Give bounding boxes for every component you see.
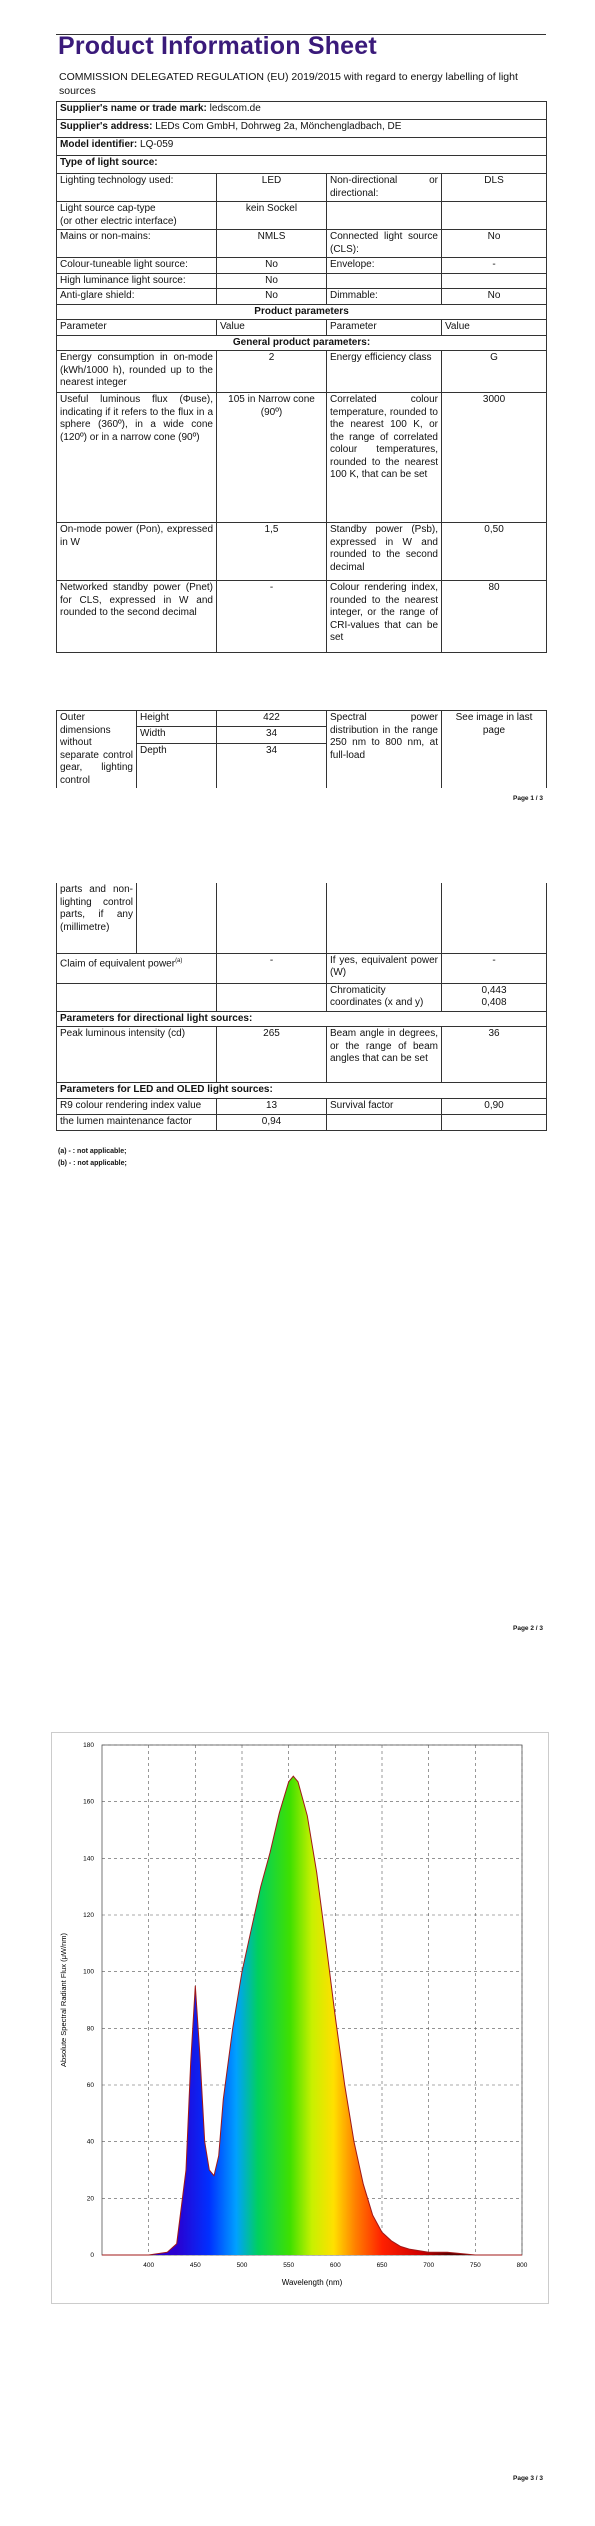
page-2 xyxy=(0,845,595,1690)
cap-value: kein Sockel xyxy=(217,202,327,230)
r9-value: 13 xyxy=(217,1098,327,1114)
spd-value: See image in last page xyxy=(442,711,547,789)
model-value: LQ-059 xyxy=(140,139,174,150)
chroma-x: 0,443 xyxy=(481,984,507,996)
equiv-claim-label: Claim of equivalent power$^{(a)}$ xyxy=(57,953,217,983)
y-tick-label: 180 xyxy=(83,1742,94,1749)
spectrum-chart-frame xyxy=(51,1732,549,2304)
footnote-b: (b) - : not applicable; xyxy=(58,1160,127,1167)
spectrum-fill xyxy=(102,1776,522,2255)
col-value-1: Value xyxy=(217,320,327,336)
tech-label: Lighting technology used: xyxy=(57,174,217,202)
dimmable-value: No xyxy=(442,289,547,305)
chroma-label: Chromaticity coordinates (x and y) xyxy=(327,983,442,1011)
equiv-power-value: - xyxy=(442,953,547,983)
y-axis-label: Absolute Spectral Radiant Flux (μW/nm) xyxy=(59,1933,68,2067)
equiv-power-label: If yes, equivalent power (W) xyxy=(327,953,442,983)
height-value: 422 xyxy=(217,711,327,727)
x-tick-label: 600 xyxy=(329,2262,341,2269)
params-table-p2 xyxy=(56,883,547,1131)
page-3 xyxy=(0,1690,595,2526)
highlum-label: High luminance light source: xyxy=(57,273,217,289)
page-footer-2: Page 2 / 3 xyxy=(513,1625,543,1632)
mains-value: NMLS xyxy=(217,230,327,258)
page-title: Product Information Sheet xyxy=(58,32,377,60)
x-tick-label: 550 xyxy=(283,2262,295,2269)
info-table xyxy=(56,101,547,653)
depth-value: 34 xyxy=(217,743,327,788)
y-tick-labels xyxy=(83,1742,94,2259)
x-axis-label: Wavelength (nm) xyxy=(281,2278,343,2287)
supplier-name-value: ledscom.de xyxy=(209,103,261,114)
width-value: 34 xyxy=(217,727,327,743)
cct-value: 3000 xyxy=(442,393,547,523)
spectrum-chart xyxy=(52,1733,548,2303)
dimmable-label: Dimmable: xyxy=(327,289,442,305)
depth-label: Depth xyxy=(137,743,217,788)
x-tick-label: 700 xyxy=(423,2262,435,2269)
colour-label: Colour-tuneable light source: xyxy=(57,258,217,274)
cri-label: Colour rendering index, rounded to the nearest integer, or the range of CRI-values that can be set xyxy=(327,581,442,653)
eclass-label: Energy efficiency class xyxy=(327,351,442,393)
y-tick-label: 0 xyxy=(90,2252,94,2259)
col-parameter-2: Parameter xyxy=(327,320,442,336)
antiglare-label: Anti-glare shield: xyxy=(57,289,217,305)
x-tick-label: 500 xyxy=(236,2262,248,2269)
nondir-label: Non-directional or directional: xyxy=(327,174,442,202)
beam-value: 36 xyxy=(442,1027,547,1083)
networked-label: Networked standby power (Pnet) for CLS, expressed in W and rounded to the second decimal xyxy=(57,581,217,653)
survival-value: 0,90 xyxy=(442,1098,547,1114)
beam-label: Beam angle in degrees, or the range of beam angles that can be set xyxy=(327,1027,442,1083)
survival-label: Survival factor xyxy=(327,1098,442,1114)
model-label: Model identifier: xyxy=(60,139,138,150)
footnotes xyxy=(58,1146,127,1170)
networked-value: - xyxy=(217,581,327,653)
y-tick-label: 20 xyxy=(86,2195,94,2203)
col-parameter-1: Parameter xyxy=(57,320,217,336)
tech-value: LED xyxy=(217,174,327,202)
type-label: Type of light source: xyxy=(57,156,547,174)
x-tick-label: 650 xyxy=(376,2262,388,2269)
cap-label: Light source cap-type (or other electric interface) xyxy=(57,202,217,230)
cct-label: Correlated colour temperature, rounded to the nearest 100 K, or the range of correlated colour temperatures, rounded to the nearest 100 K, that can be set xyxy=(327,393,442,523)
standby-value: 0,50 xyxy=(442,523,547,581)
chroma-values xyxy=(442,983,547,1011)
y-tick-label: 160 xyxy=(83,1798,94,1806)
general-parameters-header: General product parameters: xyxy=(57,335,547,351)
antiglare-value: No xyxy=(217,289,327,305)
mains-label: Mains or non-mains: xyxy=(57,230,217,258)
y-tick-label: 100 xyxy=(83,1968,94,1976)
page-1 xyxy=(0,0,595,845)
onmode-label: On-mode power (Pon), expressed in W xyxy=(57,523,217,581)
footnote-a: (a) - : not applicable; xyxy=(58,1148,127,1155)
supplier-name-label: Supplier's name or trade mark: xyxy=(60,103,207,114)
energy-value: 2 xyxy=(217,351,327,393)
y-tick-label: 80 xyxy=(86,2025,94,2033)
outer-dim-label-p2: parts and non-lighting control parts, if any (millimetre) xyxy=(57,883,137,953)
standby-label: Standby power (Psb), expressed in W and rounded to the second decimal xyxy=(327,523,442,581)
onmode-value: 1,5 xyxy=(217,523,327,581)
equiv-claim-sup: (a) xyxy=(175,957,183,964)
y-tick-label: 60 xyxy=(86,2082,94,2089)
x-tick-label: 400 xyxy=(143,2262,155,2269)
colour-value: No xyxy=(217,258,327,274)
directional-header: Parameters for directional light sources: xyxy=(57,1011,547,1027)
dimensions-table-p1 xyxy=(56,710,547,788)
equiv-claim-value: - xyxy=(217,953,327,983)
chroma-y: 0,408 xyxy=(481,997,507,1008)
y-tick-label: 120 xyxy=(83,1912,94,1919)
energy-label: Energy consumption in on-mode (kWh/1000 h), rounded up to the nearest integer xyxy=(57,351,217,393)
spd-label: Spectral power distribution in the range 250 nm to 800 nm, at full-load xyxy=(327,711,442,789)
peak-label: Peak luminous intensity (cd) xyxy=(57,1027,217,1083)
page-footer-1: Page 1 / 3 xyxy=(513,795,543,802)
eclass-value: G xyxy=(442,351,547,393)
r9-label: R9 colour rendering index value xyxy=(57,1098,217,1114)
highlum-value: No xyxy=(217,273,327,289)
nondir-value: DLS xyxy=(442,174,547,202)
col-value-2: Value xyxy=(442,320,547,336)
peak-value: 265 xyxy=(217,1027,327,1083)
x-tick-label: 800 xyxy=(516,2262,528,2269)
height-label: Height xyxy=(137,711,217,727)
x-tick-label: 750 xyxy=(469,2262,481,2269)
outer-dim-label-p1: Outer dimensions without separate control gear, lighting control xyxy=(57,711,137,789)
x-tick-label: 450 xyxy=(189,2262,201,2269)
page-footer-3: Page 3 / 3 xyxy=(513,2475,543,2482)
width-label: Width xyxy=(137,727,217,743)
regulation-text: COMMISSION DELEGATED REGULATION (EU) 2019/2015 with regard to energy labelling of light sources xyxy=(59,71,518,97)
cls-label: Connected light source (CLS): xyxy=(327,230,442,258)
flux-value: 105 in Narrow cone (90º) xyxy=(217,393,327,523)
product-parameters-header: Product parameters xyxy=(57,304,547,320)
led-header: Parameters for LED and OLED light sources: xyxy=(57,1083,547,1099)
envelope-label: Envelope: xyxy=(327,258,442,274)
supplier-address-value: LEDs Com GmbH, Dohrweg 2a, Mönchengladbach, DE xyxy=(155,121,402,132)
y-tick-label: 40 xyxy=(86,2138,94,2146)
lumen-value: 0,94 xyxy=(217,1114,327,1130)
lumen-label: the lumen maintenance factor xyxy=(57,1114,217,1130)
flux-label: Useful luminous flux (Φuse), indicating if it refers to the flux in a sphere (360º), in a wide cone (120º) or in a narrow cone (90º) xyxy=(57,393,217,523)
cls-value: No xyxy=(442,230,547,258)
y-tick-label: 140 xyxy=(83,1855,94,1863)
supplier-address-label: Supplier's address: xyxy=(60,121,153,132)
x-tick-labels xyxy=(143,2262,528,2269)
envelope-value: - xyxy=(442,258,547,274)
cri-value: 80 xyxy=(442,581,547,653)
